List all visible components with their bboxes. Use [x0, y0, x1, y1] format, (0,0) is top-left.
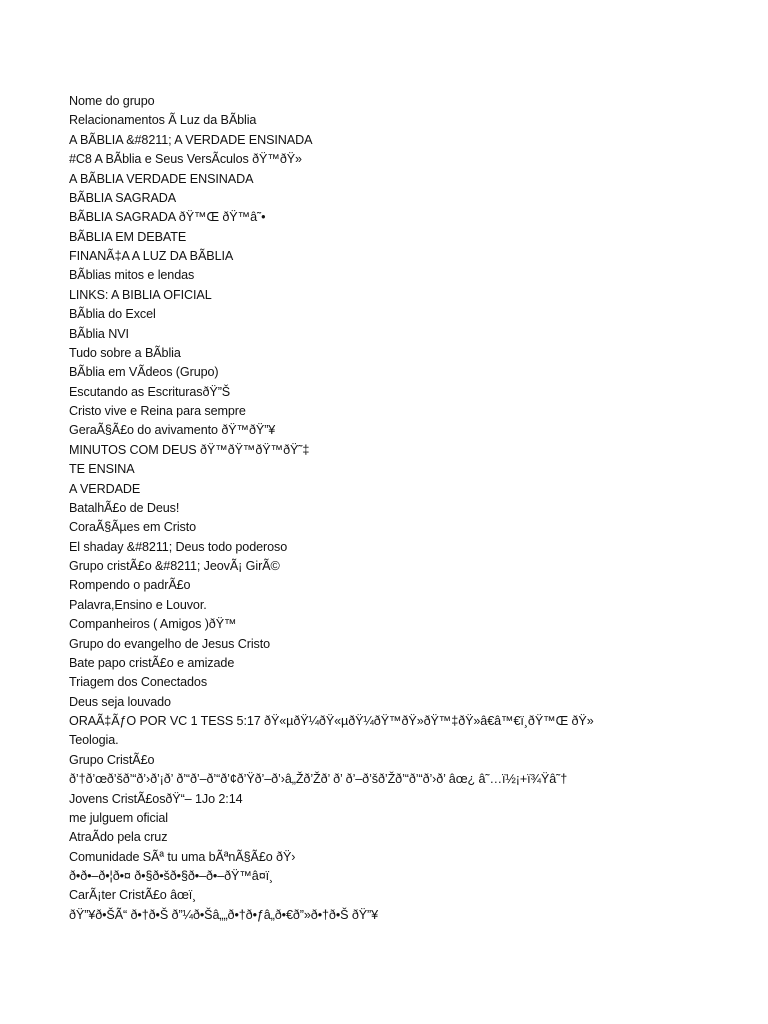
list-item: CarÃ¡ter CristÃ£o âœï¸	[69, 888, 197, 903]
list-item: ð’†ð’œð’šð’“ð’›ð’¡ð’ ð’“ð’–ð’“ð’¢ð’Ÿð’–ð’›â„Žð’Žð’ ð’ ð’–ð’šð’Žð’“ð’“ð’›ð’ âœ¿ â˜…ï½¡+ï¾Ÿâ˜†	[69, 772, 568, 787]
list-item: FINANÃ‡A A LUZ DA BÃBLIA	[69, 249, 234, 263]
list-item: A VERDADE	[69, 481, 141, 496]
list-item: BÃBLIA SAGRADA ðŸ™Œ ðŸ™â˜•	[69, 210, 266, 225]
list-item: LINKS: A BIBLIA OFICIAL	[69, 287, 212, 302]
list-item: BÃblia em VÃdeos (Grupo)	[69, 365, 219, 380]
group-name-list	[69, 92, 768, 925]
list-item: me julguem oficial	[69, 810, 168, 825]
list-item: BÃBLIA EM DEBATE	[69, 229, 187, 244]
list-item: Rompendo o padrÃ£o	[69, 578, 191, 593]
list-item: A BÃBLIA &#8211; A VERDADE ENSINADA	[69, 132, 313, 147]
list-item: GeraÃ§Ã£o do avivamento ðŸ™ðŸ”¥	[69, 423, 276, 438]
list-item: A BÃBLIA VERDADE ENSINADA	[69, 171, 254, 186]
list-item: Escutando as EscriturasðŸ”Š	[69, 384, 231, 399]
list-item: #C8 A BÃblia e Seus VersÃculos ðŸ™ðŸ»	[69, 152, 302, 167]
list-item: Grupo CristÃ£o	[69, 752, 155, 767]
list-item: ORAÃ‡ÃƒO POR VC 1 TESS 5:17 ðŸ«µðŸ¼ðŸ«µðŸ¼ðŸ™ðŸ»ðŸ™‡ðŸ»â€â™€ï¸ðŸ™Œ ðŸ»	[69, 714, 594, 728]
list-item: Tudo sobre a BÃblia	[69, 345, 181, 360]
list-item: Jovens CristÃ£osðŸ“– 1Jo 2:14	[69, 791, 243, 806]
list-item: Grupo do evangelho de Jesus Cristo	[69, 636, 271, 651]
list-item: Relacionamentos Ã Luz da BÃblia	[69, 113, 257, 128]
list-item: CoraÃ§Ãµes em Cristo	[69, 520, 197, 535]
list-item: MINUTOS COM DEUS ðŸ™ðŸ™ðŸ™ðŸ˜‡	[69, 442, 310, 457]
list-item: TE ENSINA	[69, 462, 135, 477]
list-item: BÃBLIA SAGRADA	[69, 190, 177, 205]
list-item: ðŸ”¥ð•ŠÃ“ ð•†ð•Š ð”¼ð•Šâ„„ð•†ð•ƒâ„ð•€ð”»ð•†ð•Š ðŸ”¥	[69, 907, 379, 922]
list-item: Cristo vive e Reina para sempre	[69, 404, 246, 418]
list-item: Palavra,Ensino e Louvor.	[69, 597, 207, 612]
list-item: Teologia.	[69, 733, 119, 748]
list-item: Triagem dos Conectados	[69, 675, 208, 690]
list-item: BÃblia NVI	[69, 326, 129, 341]
list-item: Companheiros ( Amigos )ðŸ™	[69, 617, 237, 632]
list-item: BatalhÃ£o de Deus!	[69, 500, 180, 515]
list-item: ð•ð•–ð•¦ð•¤ ð•§ð•šð•§ð•–ð•–ðŸ™â¤ï¸	[69, 869, 274, 883]
list-header: Nome do grupo	[69, 94, 155, 108]
list-item: BÃblias mitos e lendas	[69, 268, 195, 283]
list-item: Comunidade SÃª tu uma bÃªnÃ§Ã£o ðŸ›	[69, 849, 296, 864]
list-item: BÃblia do Excel	[69, 307, 156, 322]
list-item: Deus seja louvado	[69, 694, 171, 709]
list-item: El shaday &#8211; Deus todo poderoso	[69, 539, 288, 554]
list-item: AtraÃdo pela cruz	[69, 830, 168, 845]
list-item: Grupo cristÃ£o &#8211; JeovÃ¡ GirÃ©	[69, 559, 280, 573]
list-item: Bate papo cristÃ£o e amizade	[69, 655, 235, 670]
